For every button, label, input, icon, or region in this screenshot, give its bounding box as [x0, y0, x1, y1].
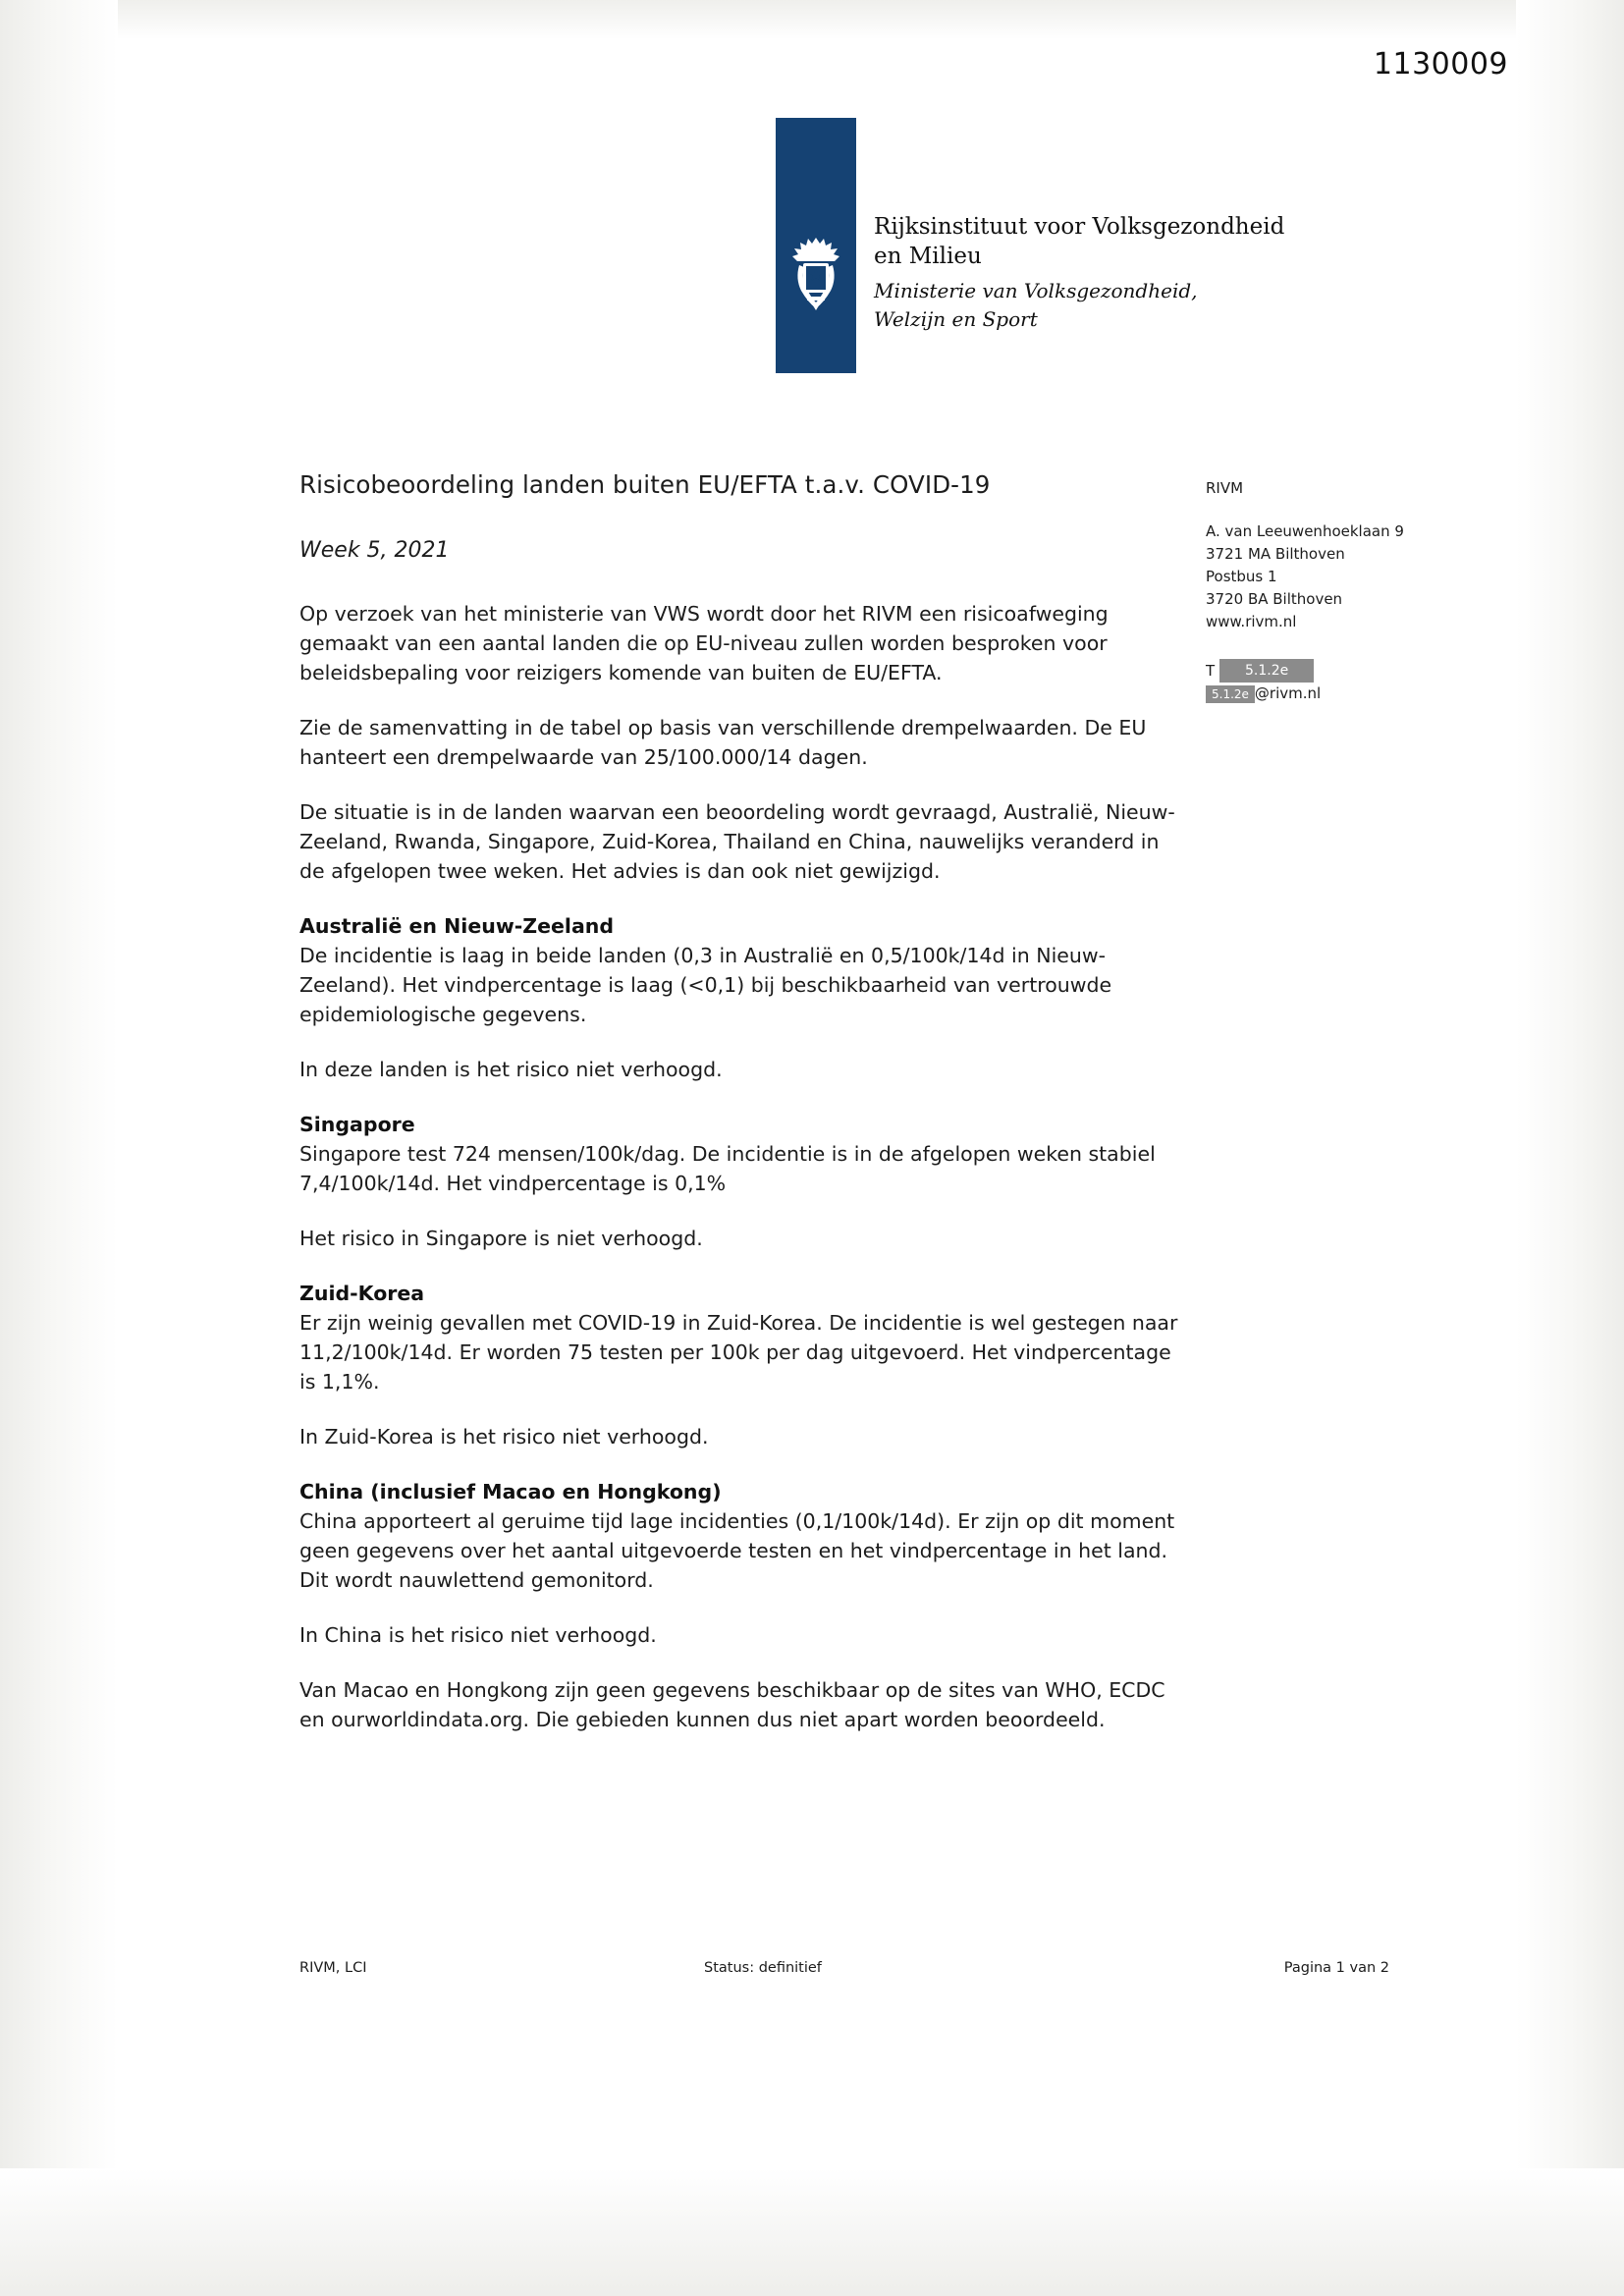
coat-of-arms-icon	[787, 236, 844, 312]
section-heading-zuid-korea: Zuid-Korea	[299, 1282, 425, 1305]
paragraph-table-reference: Zie de samenvatting in de tabel op basis van verschillende drempelwaarden. De EU hanteert een drempelwaarde van 25/100.000/14 dagen.	[299, 716, 1147, 769]
address-line: 3720 BA Bilthoven	[1206, 590, 1343, 608]
scan-edge-bottom	[0, 2168, 1624, 2296]
week-subtitle: Week 5, 2021	[299, 538, 450, 563]
section-text-china: China apporteert al geruime tijd lage incidenties (0,1/100k/14d). Er zijn op dit moment geen gegevens over het aantal uitgevoerde testen en het vindpercentage in het land. Dit wordt nauwlettend gemonitord.	[299, 1509, 1175, 1592]
paragraph-intro: Op verzoek van het ministerie van VWS wordt door het RIVM een risicoafweging gemaakt van een aantal landen die op EU-niveau zullen worden besproken voor beleidsbepaling voor reizigers komende van buiten de EU/EFTA.	[299, 602, 1109, 684]
organisation-name: RIVM	[1206, 479, 1244, 497]
redaction-phone: 5.1.2e	[1219, 659, 1314, 683]
address-line: 3721 MA Bilthoven	[1206, 545, 1345, 563]
address-sidebar	[1206, 477, 1500, 705]
contact-block	[1206, 659, 1500, 705]
document-body	[299, 469, 1183, 1760]
document-number: 1130009	[1373, 47, 1508, 82]
section-conclusion-zuid-korea: In Zuid-Korea is het risico niet verhoogd.	[299, 1425, 709, 1449]
phone-label: T	[1206, 661, 1216, 680]
logo-ministry-line-2: Welzijn en Sport	[874, 307, 1038, 331]
footer-page-number: Pagina 1 van 2	[1283, 1960, 1389, 1976]
section-conclusion-china: In China is het risico niet verhoogd.	[299, 1623, 657, 1647]
logo-line-1: Rijksinstituut voor Volksgezondheid	[874, 214, 1285, 240]
section-conclusion-singapore: Het risico in Singapore is niet verhoogd.	[299, 1227, 703, 1250]
email-domain: @rivm.nl	[1254, 684, 1322, 702]
section-heading-china: China (inclusief Macao en Hongkong)	[299, 1480, 722, 1503]
scan-edge-top	[0, 0, 1624, 39]
logo-ministry-line-1: Ministerie van Volksgezondheid,	[874, 279, 1198, 302]
section-text-singapore: Singapore test 724 mensen/100k/dag. De incidentie is in de afgelopen weken stabiel 7,4/100k/14d. Het vindpercentage is 0,1%	[299, 1142, 1156, 1195]
logo-line-2: en Milieu	[874, 244, 982, 269]
footer-status: Status: definitief	[704, 1960, 822, 1976]
address-line: Postbus 1	[1206, 568, 1277, 585]
section-conclusion-australie-nieuw-zeeland: In deze landen is het risico niet verhoogd.	[299, 1058, 723, 1081]
address-block	[1206, 520, 1500, 633]
scan-edge-left	[0, 0, 118, 2296]
phone-row	[1206, 659, 1500, 683]
section-text-australie-nieuw-zeeland: De incidentie is laag in beide landen (0,3 in Australië en 0,5/100k/14d in Nieuw-Zeeland). Het vindpercentage is laag (<0,1) bij beschikbaarheid van vertrouwde epidemiologische gegevens.	[299, 944, 1112, 1026]
redaction-email: 5.1.2e	[1206, 685, 1255, 703]
footer-left: RIVM, LCI	[299, 1960, 367, 1976]
email-row	[1206, 683, 1500, 705]
paragraph-closing: Van Macao en Hongkong zijn geen gegevens beschikbaar op de sites van WHO, ECDC en ourworldindata.org. Die gebieden kunnen dus niet apart worden beoordeeld.	[299, 1678, 1165, 1731]
page-title: Risicobeoordeling landen buiten EU/EFTA t.a.v. COVID-19	[299, 470, 991, 499]
paragraph-situation: De situatie is in de landen waarvan een beoordeling wordt gevraagd, Australië, Nieuw-Zeeland, Rwanda, Singapore, Zuid-Korea, Thailand en China, nauwelijks veranderd in de afgelopen twee weken. Het advies is dan ook niet gewijzigd.	[299, 800, 1175, 883]
website-line: www.rivm.nl	[1206, 613, 1297, 630]
section-heading-australie-nieuw-zeeland: Australië en Nieuw-Zeeland	[299, 914, 615, 938]
section-heading-singapore: Singapore	[299, 1113, 415, 1136]
section-text-zuid-korea: Er zijn weinig gevallen met COVID-19 in Zuid-Korea. De incidentie is wel gestegen naar 11,2/100k/14d. Er worden 75 testen per 100k per dag uitgevoerd. Het vindpercentage is 1,1%.	[299, 1311, 1178, 1394]
scan-edge-right	[1516, 0, 1624, 2296]
address-line: A. van Leeuwenhoeklaan 9	[1206, 522, 1404, 540]
logo-text	[874, 212, 1284, 334]
